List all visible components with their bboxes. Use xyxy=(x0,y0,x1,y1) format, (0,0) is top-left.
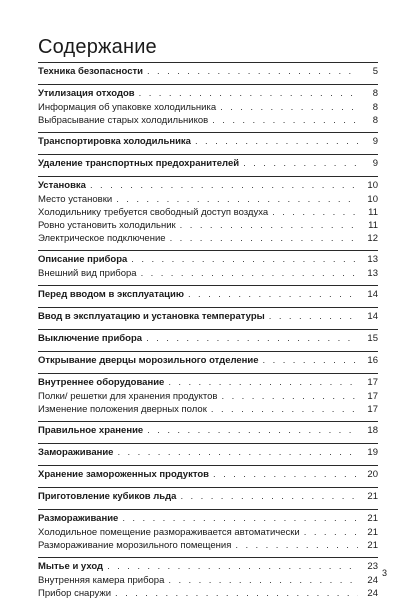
toc-subentry xyxy=(38,193,378,206)
toc-subentry xyxy=(38,114,378,127)
toc-section xyxy=(38,285,378,302)
toc-entry-page: 11 xyxy=(368,207,378,218)
toc-entry-page: 14 xyxy=(367,311,378,322)
toc-section xyxy=(38,176,378,245)
toc-entry-page: 16 xyxy=(367,355,378,366)
toc-heading xyxy=(38,63,378,79)
toc-entry-page: 21 xyxy=(367,527,378,538)
toc-entry-title: Полки/ решетки для хранения продуктов xyxy=(38,391,218,402)
toc-subentry xyxy=(38,574,378,587)
toc-entry-page: 5 xyxy=(372,66,378,77)
dot-leader xyxy=(235,539,358,552)
toc-entry-page: 17 xyxy=(367,404,378,415)
toc-entry-page: 10 xyxy=(367,194,378,205)
toc-entry-page: 9 xyxy=(372,136,378,147)
toc-entry-title: Внутреннее оборудование xyxy=(38,377,165,388)
toc-entry-title: Перед вводом в эксплуатацию xyxy=(38,289,184,300)
toc-entry-page: 13 xyxy=(367,254,378,265)
toc-section xyxy=(38,154,378,171)
toc-entry-title: Выбрасывание старых холодильников xyxy=(38,115,209,126)
toc-subentry xyxy=(38,526,378,539)
toc-subentry xyxy=(38,267,378,280)
toc-entry-page: 17 xyxy=(367,377,378,388)
toc-entry-page: 23 xyxy=(367,561,378,572)
dot-leader xyxy=(170,232,358,245)
table-of-contents xyxy=(38,62,378,605)
toc-subentry xyxy=(38,587,378,600)
dot-leader xyxy=(116,193,358,206)
toc-section xyxy=(38,373,378,416)
dot-leader xyxy=(213,466,358,484)
toc-entry-page: 21 xyxy=(367,491,378,502)
toc-section xyxy=(38,487,378,504)
toc-section xyxy=(38,329,378,346)
toc-subentry xyxy=(38,219,378,232)
toc-entry-title: Электрическое подключение xyxy=(38,233,166,244)
toc-entry-title: Замораживание xyxy=(38,447,114,458)
dot-leader xyxy=(117,444,358,462)
toc-subentry xyxy=(38,390,378,403)
dot-leader xyxy=(188,286,358,304)
toc-heading xyxy=(38,308,378,324)
toc-entry-page: 11 xyxy=(368,220,378,231)
toc-entry-title: Ввод в эксплуатацию и установка температуры xyxy=(38,311,265,322)
page-title: Содержание xyxy=(38,36,157,58)
toc-heading xyxy=(38,155,378,171)
toc-entry-title: Холодильнику требуется свободный доступ воздуха xyxy=(38,207,269,218)
toc-entry-page: 17 xyxy=(367,391,378,402)
toc-section xyxy=(38,557,378,600)
toc-entry-page: 8 xyxy=(372,88,378,99)
toc-entry-title: Транспортировка холодильника xyxy=(38,136,191,147)
toc-section xyxy=(38,250,378,280)
toc-heading xyxy=(38,251,378,267)
toc-entry-title: Прибор снаружи xyxy=(38,588,112,599)
toc-entry-page: 15 xyxy=(367,333,378,344)
toc-heading xyxy=(38,510,378,526)
toc-section xyxy=(38,443,378,460)
toc-heading xyxy=(38,177,378,193)
toc-entry-title: Размораживание морозильного помещения xyxy=(38,540,232,551)
dot-leader xyxy=(195,133,358,151)
toc-entry-title: Ровно установить холодильник xyxy=(38,220,176,231)
toc-entry-page: 24 xyxy=(367,588,378,599)
toc-entry-title: Приготовление кубиков льда xyxy=(38,491,177,502)
toc-heading xyxy=(38,133,378,149)
toc-entry-page: 19 xyxy=(367,447,378,458)
toc-entry-title: Изменение положения дверных полок xyxy=(38,404,207,415)
dot-leader xyxy=(115,587,358,600)
toc-entry-page: 18 xyxy=(367,425,378,436)
toc-heading xyxy=(38,422,378,438)
dot-leader xyxy=(211,403,358,416)
toc-entry-page: 10 xyxy=(367,180,378,191)
dot-leader xyxy=(168,574,358,587)
toc-entry-title: Мытье и уход xyxy=(38,561,104,572)
dot-leader xyxy=(263,352,358,370)
toc-section xyxy=(38,84,378,127)
toc-entry-title: Описание прибора xyxy=(38,254,128,265)
toc-heading xyxy=(38,488,378,504)
toc-heading xyxy=(38,444,378,460)
toc-section xyxy=(38,421,378,438)
toc-entry-page: 20 xyxy=(367,469,378,480)
toc-entry-page: 12 xyxy=(367,233,378,244)
dot-leader xyxy=(220,101,358,114)
toc-subentry xyxy=(38,206,378,219)
toc-entry-title: Утилизация отходов xyxy=(38,88,135,99)
toc-section xyxy=(38,62,378,79)
dot-leader xyxy=(304,526,358,539)
toc-entry-title: Размораживание xyxy=(38,513,119,524)
dot-leader xyxy=(269,308,358,326)
toc-heading xyxy=(38,352,378,368)
dot-leader xyxy=(243,155,358,173)
toc-section xyxy=(38,465,378,482)
dot-leader xyxy=(221,390,358,403)
dot-leader xyxy=(146,330,358,348)
toc-entry-title: Выключение прибора xyxy=(38,333,143,344)
dot-leader xyxy=(180,488,358,506)
toc-entry-title: Установка xyxy=(38,180,86,191)
toc-subentry xyxy=(38,539,378,552)
toc-section xyxy=(38,307,378,324)
toc-heading xyxy=(38,85,378,101)
toc-entry-page: 21 xyxy=(367,513,378,524)
toc-entry-page: 14 xyxy=(367,289,378,300)
toc-entry-page: 9 xyxy=(372,158,378,169)
toc-entry-title: Открывание дверцы морозильного отделение xyxy=(38,355,259,366)
toc-section xyxy=(38,509,378,552)
toc-entry-page: 8 xyxy=(372,115,378,126)
toc-entry-page: 24 xyxy=(367,575,378,586)
toc-entry-title: Внутренняя камера прибора xyxy=(38,575,165,586)
dot-leader xyxy=(147,63,358,81)
toc-entry-title: Внешний вид прибора xyxy=(38,268,137,279)
toc-heading xyxy=(38,286,378,302)
dot-leader xyxy=(272,206,358,219)
page-number: 3 xyxy=(382,568,388,578)
toc-entry-page: 13 xyxy=(367,268,378,279)
toc-subentry xyxy=(38,232,378,245)
dot-leader xyxy=(180,219,358,232)
toc-heading xyxy=(38,558,378,574)
toc-section xyxy=(38,132,378,149)
toc-subentry xyxy=(38,403,378,416)
dot-leader xyxy=(147,422,358,440)
toc-heading xyxy=(38,374,378,390)
toc-entry-page: 8 xyxy=(372,102,378,113)
toc-section xyxy=(38,351,378,368)
toc-entry-title: Место установки xyxy=(38,194,113,205)
dot-leader xyxy=(141,267,358,280)
toc-entry-title: Холодильное помещение размораживается автоматически xyxy=(38,527,300,538)
toc-entry-title: Техника безопасности xyxy=(38,66,143,77)
dot-leader xyxy=(212,114,358,127)
toc-entry-page: 21 xyxy=(367,540,378,551)
toc-entry-title: Удаление транспортных предохранителей xyxy=(38,158,240,169)
toc-heading xyxy=(38,330,378,346)
toc-heading xyxy=(38,466,378,482)
toc-entry-title: Информация об упаковке холодильника xyxy=(38,102,217,113)
toc-entry-title: Хранение замороженных продуктов xyxy=(38,469,209,480)
toc-subentry xyxy=(38,101,378,114)
toc-entry-title: Правильное хранение xyxy=(38,425,144,436)
